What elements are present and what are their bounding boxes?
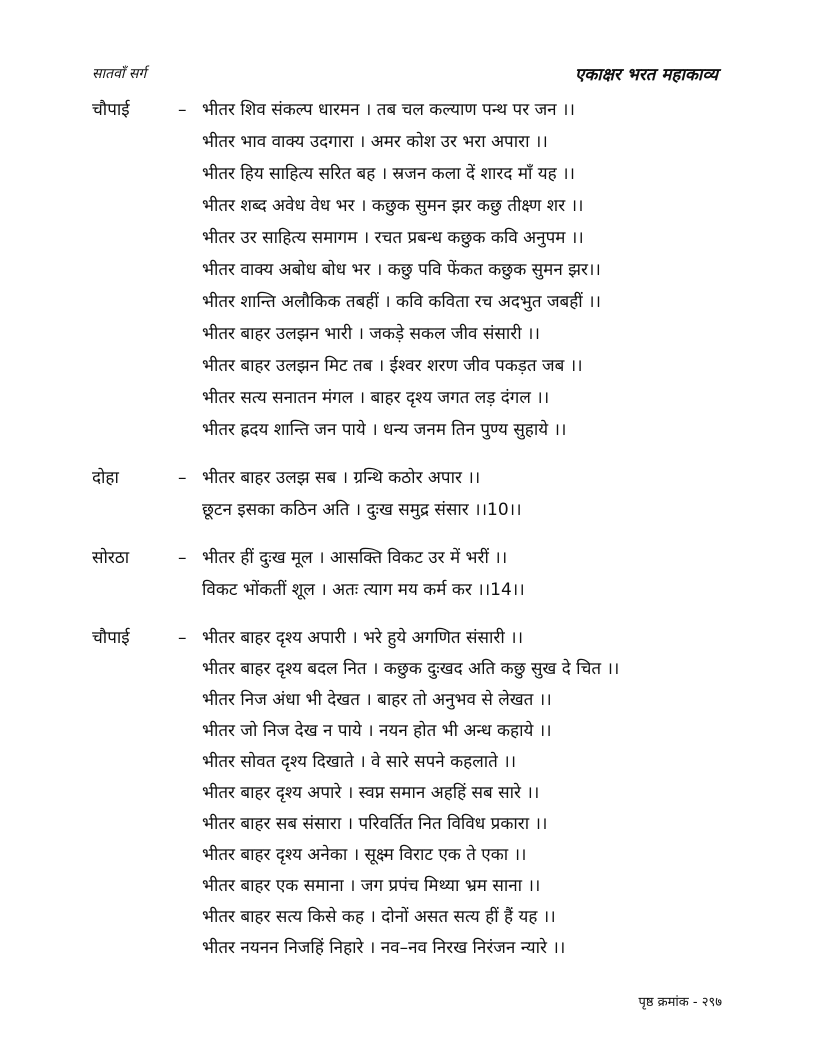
verse-line: भीतर बाहर सब संसारा । परिवर्तित नित विविध प्रकारा ।।: [202, 814, 548, 834]
verse-line: भीतर निज अंधा भी देखत । बाहर तो अनुभव से लेखत ।।: [202, 690, 552, 710]
stanza-type-label: दोहा: [92, 468, 119, 488]
verse-line: भीतर उर साहित्य समागम । रचत प्रबन्ध कछुक कवि अनुपम ।।: [202, 228, 584, 248]
verse-line: विकट भोंकतीं शूल । अतः त्याग मय कर्म कर ।।14।।: [202, 580, 525, 600]
verse-line: भीतर बाहर दृश्य अनेका । सूक्ष्म विराट एक ते एका ।।: [202, 845, 527, 865]
verse-line: भीतर बाहर दृश्य बदल नित । कछुक दुःखद अति कछु सुख दे चित ।।: [202, 659, 620, 679]
verse-line: भीतर बाहर दृश्य अपारी । भरे हुये अगणित संसारी ।।: [202, 628, 524, 648]
stanza-dash: –: [178, 468, 187, 488]
verse-line: भीतर नयनन निजहिं निहारे । नव–नव निरख निरंजन न्यारे ।।: [202, 938, 566, 958]
page-number: पृष्ठ क्रमांक - २९७: [638, 995, 722, 1010]
verse-line: भीतर शिव संकल्प धारमन । तब चल कल्याण पन्थ पर जन ।।: [202, 100, 575, 120]
verse-line: भीतर बाहर सत्य किसे कह । दोनों असत सत्य हीं हैं यह ।।: [202, 907, 556, 927]
verse-line: भीतर हीं दुःख मूल । आसक्ति विकट उर में भरीं ।।: [202, 548, 508, 568]
verse-line: भीतर जो निज देख न पाये । नयन होत भी अन्ध कहाये ।।: [202, 721, 552, 741]
book-title-header: एकाक्षर भरत महाकाव्य: [574, 65, 718, 85]
stanza-dash: –: [178, 628, 187, 648]
stanza-type-label: सोरठा: [92, 548, 130, 568]
verse-line: भीतर हिय साहित्य सरित बह । स्रजन कला दें शारद माँ यह ।।: [202, 164, 575, 184]
verse-line: भीतर भाव वाक्य उदगारा । अमर कोश उर भरा अपारा ।।: [202, 132, 548, 152]
verse-line: भीतर शान्ति अलौकिक तबहीं । कवि कविता रच अदभुत जबहीं ।।: [202, 292, 601, 312]
verse-line: छूटन इसका कठिन अति । दुःख समुद्र संसार ।।10।।: [202, 500, 522, 520]
verse-line: भीतर शब्द अवेध वेध भर । कछुक सुमन झर कछु तीक्ष्ण शर ।।: [202, 196, 584, 216]
chapter-header: सातवाँ सर्ग: [92, 66, 147, 82]
verse-line: भीतर वाक्य अबोध बोध भर । कछु पवि फेंकत कछुक सुमन झर।।: [202, 260, 601, 280]
verse-line: भीतर बाहर एक समाना । जग प्रपंच मिथ्या भ्रम साना ।।: [202, 876, 541, 896]
verse-line: भीतर सोवत दृश्य दिखाते । वे सारे सपने कहलाते ।।: [202, 752, 517, 772]
stanza-dash: –: [178, 100, 187, 120]
verse-line: भीतर बाहर उलझन मिट तब । ईश्वर शरण जीव पकड़त जब ।।: [202, 356, 583, 376]
verse-line: भीतर बाहर दृश्य अपारे । स्वप्न समान अहहिं सब सारे ।।: [202, 783, 540, 803]
verse-line: भीतर ह्रदय शान्ति जन पाये । धन्य जनम तिन पुण्य सुहाये ।।: [202, 420, 567, 440]
stanza-type-label: चौपाई: [92, 628, 130, 648]
verse-line: भीतर बाहर उलझ सब । ग्रन्थि कठोर अपार ।।: [202, 468, 481, 488]
verse-line: भीतर बाहर उलझन भारी । जकड़े सकल जीव संसारी ।।: [202, 324, 540, 344]
stanza-type-label: चौपाई: [92, 100, 130, 120]
verse-line: भीतर सत्य सनातन मंगल । बाहर दृश्य जगत लड़ दंगल ।।: [202, 388, 550, 408]
stanza-dash: –: [178, 548, 187, 568]
